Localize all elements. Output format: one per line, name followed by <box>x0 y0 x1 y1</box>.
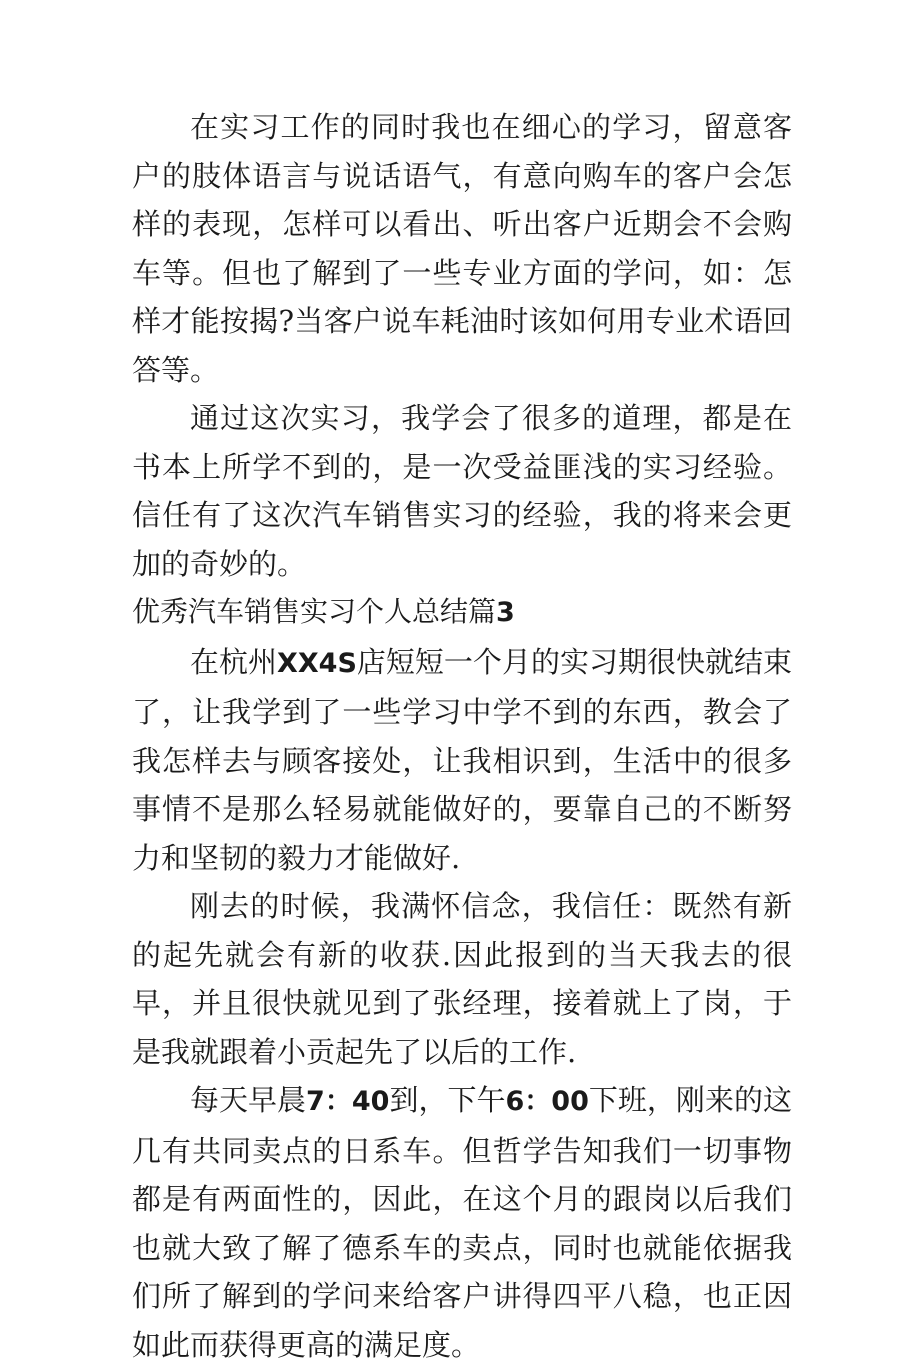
text-run: 每天早晨 <box>190 1083 307 1117</box>
store-code: XX4S <box>277 647 357 679</box>
section-heading <box>132 588 792 638</box>
section-heading-title: 优秀汽车销售实习个人总结篇 <box>132 595 497 628</box>
paragraph-lesson: 通过这次实习，我学会了很多的道理，都是在书本上所学不到的，是一次受益匪浅的实习经验。信任有了这次汽车销售实习的经验，我的将来会更加的奇妙的。 <box>132 401 792 581</box>
text-run: 在杭州 <box>190 644 278 679</box>
text-run: 下班，刚来的这几有共同卖点的日系车。但哲学告知我们一切事物都是有两面性的，因此，在这个月的跟岗以后我们也就大致了解了德系车的卖点，同时也就能依据我们所了解到的学问来给客户讲得四平八稳，也正因如此而获得更高的满足度。 <box>132 1083 792 1362</box>
text-run: 到，下午 <box>389 1083 506 1117</box>
text-run: 店短短一个月的实习期很快就结束了，让我学到了一些学习中学不到的东西，教会了我怎样去与顾客接处，让我相识到，生活中的很多事情不是那么轻易就能做好的，要靠自己的不断努力和坚韧的毅力才能做好. <box>132 644 792 875</box>
end-time: 6：00 <box>505 1086 589 1117</box>
section-heading-number: 3 <box>496 597 515 628</box>
paragraph-first-day: 刚去的时候，我满怀信念，我信任：既然有新的起先就会有新的收获.因此报到的当天我去的很早，并且很快就见到了张经理，接着就上了岗，于是我就跟着小贡起先了以后的工作. <box>132 889 792 1069</box>
paragraph-internship-intro <box>132 638 792 883</box>
paragraph-daily-schedule <box>132 1076 792 1369</box>
paragraph-observation: 在实习工作的同时我也在细心的学习，留意客户的肢体语言与说话语气，有意向购车的客户会怎样的表现，怎样可以看出、听出客户近期会不会购车等。但也了解到了一些专业方面的学问，如：怎样才能按揭?当客户说车耗油时该如何用专业术语回答等。 <box>132 110 792 387</box>
start-time: 7：40 <box>306 1086 390 1117</box>
